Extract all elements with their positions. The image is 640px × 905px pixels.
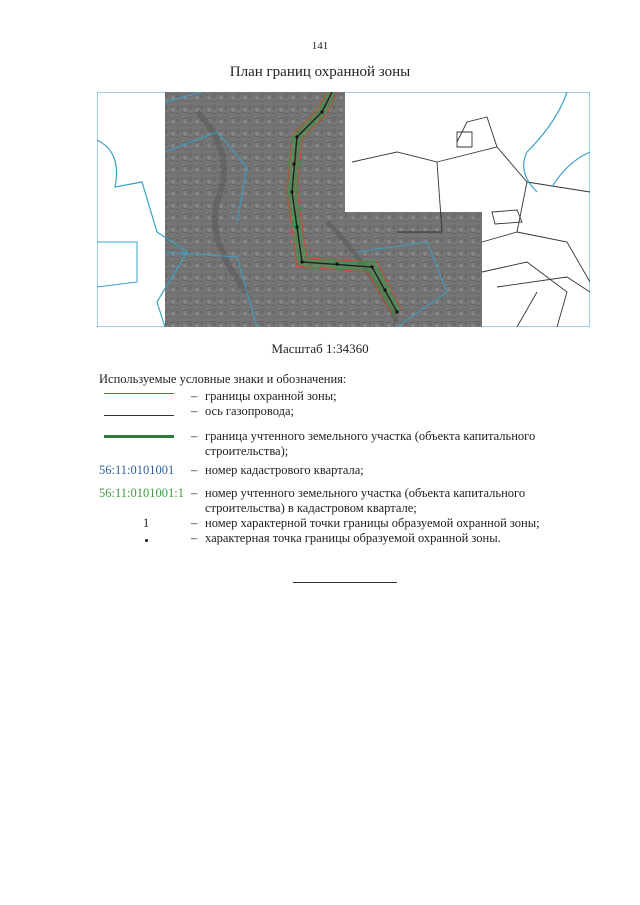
page-number: 141: [311, 40, 329, 52]
map-plan: [97, 92, 590, 327]
page-title: План границ охранной зоны: [229, 64, 411, 80]
legend-item: 56:11:0101001:1 – номер учтенного земельного участка (объекта капитального строительства) в кадастровом квартале;: [99, 486, 526, 515]
legend-item: 56:11:0101001 – номер кадастрового квартала;: [99, 463, 364, 477]
gas-axis-symbol: [99, 404, 191, 418]
legend-item: – граница учтенного земельного участка (объекта капитального строительства);: [99, 429, 599, 459]
footer-divider: [293, 582, 397, 583]
map-image: [97, 92, 590, 327]
point-number-symbol: 1: [143, 516, 150, 530]
legend-heading: Используемые условные знаки и обозначения:: [99, 372, 347, 386]
parcel-boundary-symbol: [99, 429, 191, 443]
legend: [99, 372, 599, 546]
legend-item: – границы охранной зоны;: [99, 389, 599, 404]
point-dot-icon: [99, 531, 191, 545]
zone-boundary-symbol: [99, 389, 191, 403]
legend-item: – характерная точка границы образуемой охранной зоны.: [99, 531, 599, 546]
legend-item: – ось газопровода;: [99, 404, 599, 419]
quarter-number-symbol: 56:11:0101001: [99, 463, 175, 477]
legend-item: 1 – номер характерной точки границы образуемой охранной зоны;: [99, 516, 599, 531]
map-scale: Масштаб 1:34360: [271, 341, 369, 356]
parcel-number-symbol: 56:11:0101001:1: [99, 486, 184, 500]
